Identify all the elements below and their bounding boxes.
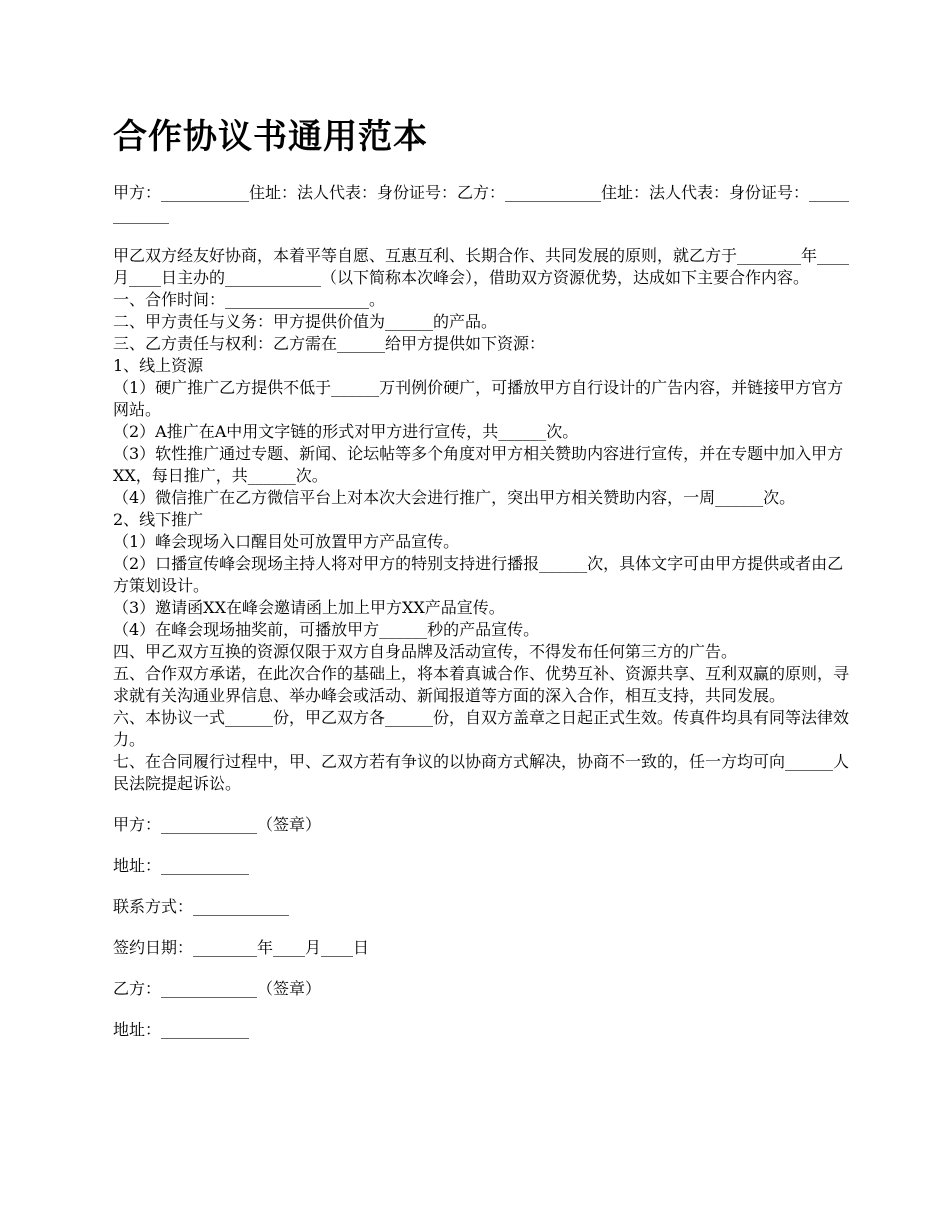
party-a-address: 地址：___________ [113, 856, 250, 875]
offline-item-3: （3）邀请函XX在峰会邀请函上加上甲方XX产品宣传。 [113, 598, 505, 617]
spacer [113, 226, 853, 245]
clause-4: 四、甲乙双方互换的资源仅限于双方自身品牌及活动宣传，不得发布任何第三方的广告。 [113, 642, 738, 661]
online-item-2: （2）A推广在A中用文字链的形式对甲方进行宣传，共______次。 [113, 422, 579, 441]
online-item-3: （3）软性推广通过专题、新闻、论坛帖等多个角度对甲方相关赞助内容进行宣传，并在专题中加入甲方XX，每日推广，共______次。 [113, 444, 844, 485]
offline-item-2: （2）口播宣传峰会现场主持人将对甲方的特别支持进行播报______次，具体文字可由甲方提供或者由乙方策划设计。 [113, 554, 844, 595]
spacer [113, 836, 853, 855]
online-item-1: （1）硬广推广乙方提供不低于______万刊例价硬广，可播放甲方自行设计的广告内容，并链接甲方官方网站。 [113, 378, 844, 419]
online-item-4: （4）微信推广在乙方微信平台上对本次大会进行推广，突出甲方相关赞助内容，一周______次。 [113, 488, 796, 507]
party-b-signature: 乙方：____________（签章） [113, 979, 322, 998]
clause-2: 二、甲方责任与义务：甲方提供价值为______的产品。 [113, 312, 498, 331]
signing-date: 签约日期：________年____月____日 [113, 938, 370, 957]
clause-6: 六、本协议一式______份，甲乙双方各______份，自双方盖章之日起正式生效。传真件均具有同等法律效力。 [113, 708, 850, 749]
offline-item-1: （1）峰会现场入口醒目处可放置甲方产品宣传。 [113, 532, 460, 551]
clause-5: 五、合作双方承诺，在此次合作的基础上，将本着真诚合作、优势互补、资源共享、互利双赢的原则，寻求就有关沟通业界信息、举办峰会或活动、新闻报道等方面的深入合作，相互支持，共同发展。 [113, 664, 850, 705]
contact-info: 联系方式：____________ [113, 897, 290, 916]
spacer [113, 877, 853, 896]
spacer [113, 959, 853, 978]
document-page [113, 112, 853, 1041]
offline-promotion-heading: 2、线下推广 [113, 510, 204, 529]
spacer [113, 918, 853, 937]
offline-item-4: （4）在峰会现场抽奖前，可播放甲方______秒的产品宣传。 [113, 620, 540, 639]
document-title: 合作协议书通用范本 [113, 117, 428, 157]
clause-7: 七、在合同履行过程中，甲、乙双方若有争议的以协商方式解决，协商不一致的，任一方均可向______人民法院提起诉讼。 [113, 752, 850, 793]
clause-3: 三、乙方责任与权利：乙方需在______给甲方提供如下资源： [113, 334, 546, 353]
clause-1: 一、合作时间：__________________。 [113, 290, 386, 309]
online-resources-heading: 1、线上资源 [113, 356, 204, 375]
spacer [113, 1000, 853, 1019]
spacer [113, 795, 853, 814]
parties-header: 甲方：___________住址：法人代表：身份证号：乙方：____________住址：法人代表：身份证号：____________ [113, 183, 850, 224]
intro-paragraph: 甲乙双方经友好协商，本着平等自愿、互惠互利、长期合作、共同发展的原则，就乙方于________年____月____日主办的____________（以下简称本次峰会），借助双方资源优势，达成如下主要合作内容。 [113, 246, 850, 287]
party-b-address: 地址：___________ [113, 1020, 250, 1039]
party-a-signature: 甲方：____________（签章） [113, 815, 322, 834]
